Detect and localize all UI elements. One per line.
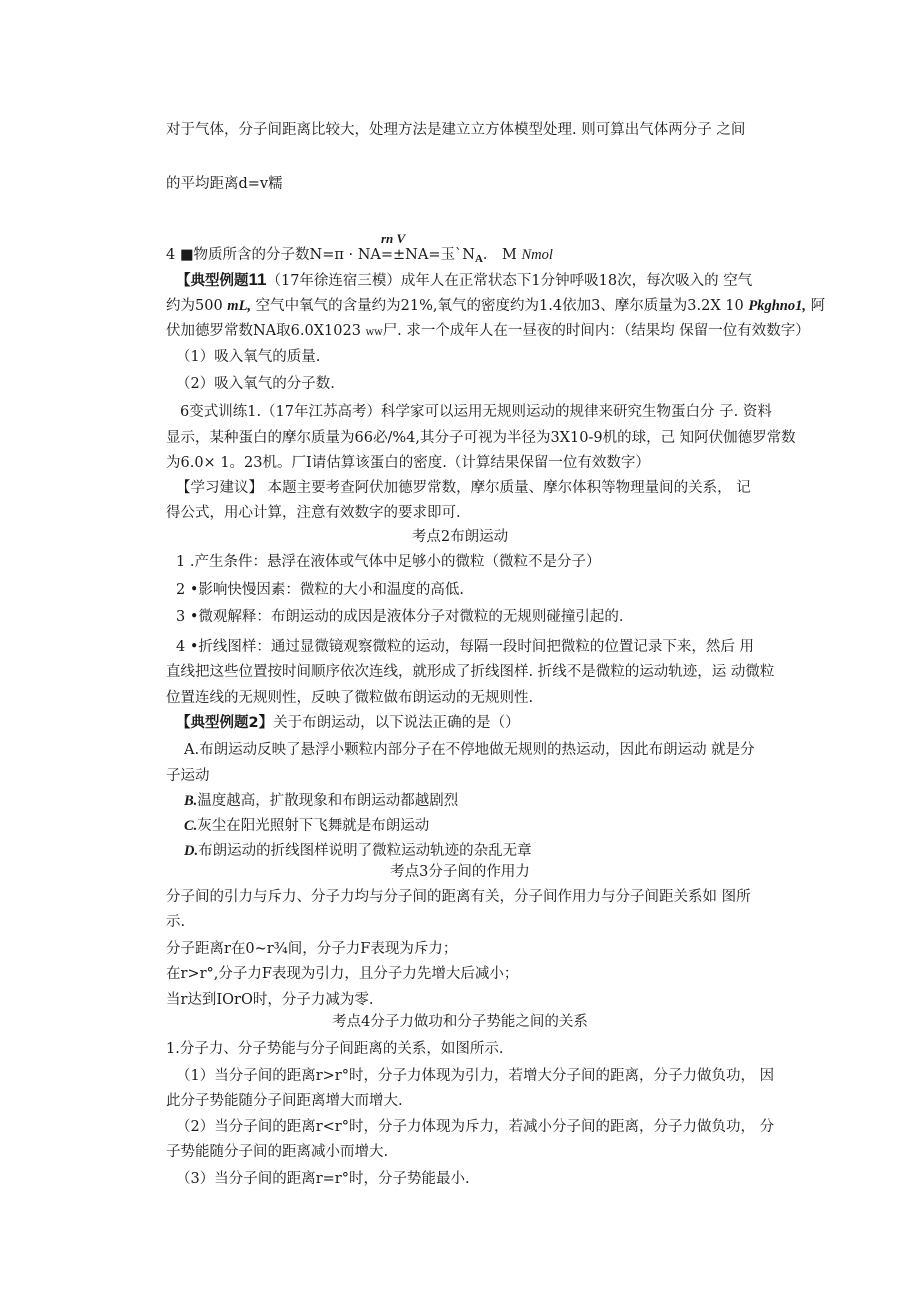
example-heading-line [176,713,520,733]
option-letter: B. [184,793,198,809]
text-line: 位置连线的无规则性，反映了微粒做布朗运动的无规则性. [166,690,534,706]
section-heading: 考点3分子间的作用力 [390,864,530,880]
text-line: 分子间的引力与斥力、分子力均与分子间的距离有关，分子间作用力与分子间距关系如 图所 [166,889,751,905]
text-line: 【学习建议】 本题主要考查阿伏加德罗常数，摩尔质量、摩尔体积等物理量间的关系， 记 [176,480,751,496]
text-line: 子运动 [166,768,210,784]
text-span: 温度越高，扩散现象和布朗运动都越剧烈 [197,793,459,809]
text-line: 子势能随分子间的距离减小而增大. [166,1144,389,1160]
text-line: 对于气体，分子间距离比较大，处理方法是建立立方体模型处理. 则可算出气体两分子 之间 [166,122,746,138]
text-line: 显示，某种蛋白的摩尔质量为66必/%4,其分子可视为半径为3X10-9机的球，己 知阿伏伽德罗常数 [166,430,796,446]
text-span: 布朗运动的折线图样说明了微粒运动轨迹的杂乱无章 [198,843,532,859]
section-heading: 考点4分子力做功和分子势能之间的关系 [332,1014,588,1030]
text-span: 尸. 求一个成年人在一昼夜的时间内：（结果均 保留一位有效数字） [382,323,810,339]
text-span: 空气中氧气的含量约为21%,氧气的密度约为1.4依加3、摩尔质量为3.2X 10 [251,298,749,314]
text-line [166,296,825,316]
text-span: 阿 [805,298,826,314]
text-line: 直线把这些位置按时间顺序依次连线，就形成了折线图样. 折线不是微粒的运动轨迹，运 动微粒 [166,664,775,680]
text-line: 分子距离r在0~r¾间，分子力F表现为斥力； [166,941,458,957]
text-span: 关于布朗运动，以下说法正确的是（） [273,715,520,731]
text-line: 此分子势能随分子间距离增大而增大. [166,1093,403,1109]
option-b [184,791,458,811]
formula-text: Nmol [521,247,553,263]
question-item: （2）吸入氧气的分子数. [176,376,335,392]
text-line: （3）当分子间的距离r=r°时，分子势能最小. [176,1171,470,1187]
list-item: 1 .产生条件：悬浮在液体或气体中足够小的微粒（微粒不是分子） [176,554,601,570]
example-label: 【典型例题2】 [176,715,274,731]
list-item: 3 •微观解释：布朗运动的成因是液体分子对微粒的无规则碰撞引起的. [176,609,624,625]
text-line: （1）当分子间的距离r>r°时，分子力体现为引力，若增大分子间的距离，分子力做负功， 因 [176,1068,775,1084]
option-a: A.布朗运动反映了悬浮小颗粒内部分子在不停地做无规则的热运动，因此布朗运动 就是分 [184,742,755,758]
text-line [166,321,810,343]
example-heading-line [176,270,752,291]
list-item: 4 •折线图样：通过显微镜观察微粒的运动，每隔一段时间把微粒的位置记录下来，然后 用 [176,639,754,655]
text-line: 在r>r°,分子力F表现为引力，且分子力先增大后减小； [166,966,519,982]
option-c [184,816,429,836]
text-line: 为6.0× 1。23机。厂I请估算该蛋白的密度.（计算结果保留一位有效数字） [166,455,650,471]
example-label: 【典型例题 [176,273,249,289]
question-item: （1）吸入氧气的质量. [176,349,321,365]
text-line: 得公式，用心计算，注意有效数字的要求即可. [166,505,461,521]
text-span: 灰尘在阳光照射下飞舞就是布朗运动 [197,818,430,834]
list-item: 2 •影响快慢因素：微粒的大小和温度的高低. [176,582,464,598]
option-letter: C. [184,818,198,834]
text-span: 伏加德罗常数NA取6.0X1023 [166,323,366,339]
text-span: Pkghno1, [748,298,806,314]
text-span: mL, [227,298,252,314]
example-number: 11 [248,270,267,289]
text-line: 的平均距离d=v糯 [166,176,283,192]
option-d [184,841,532,861]
option-letter: D. [184,843,199,859]
text-line: 1.分子力、分子势能与分子间距离的关系，如图所示. [166,1041,504,1057]
text-span: （17年徐连宿三模）成年人在正常状态下1分钟呼吸18次，每次吸入的 空气 [266,273,753,289]
formula-line [166,245,553,269]
section-heading: 考点2布朗运动 [411,529,509,545]
text-span: ww [365,327,383,338]
formula-text: 4 ■物质所含的分子数N=π · NA=±NA=玉`N [166,247,475,263]
text-span: 约为500 [166,298,228,314]
formula-subscript: A [474,253,483,265]
formula-fragment: rn V [381,231,406,246]
text-line: 示. [166,914,186,930]
text-line: （2）当分子间的距离r<r°时，分子力体现为斥力，若减小分子间的距离，分子力做负功， 分 [176,1119,775,1135]
formula-text: ． M [482,247,522,263]
text-line: 6变式训练1.（17年江苏高考）科学家可以运用无规则运动的规律来研究生物蛋白分 子. 资料 [180,404,772,420]
text-line: 当r达到IOrO时，分子力减为零. [166,992,374,1008]
